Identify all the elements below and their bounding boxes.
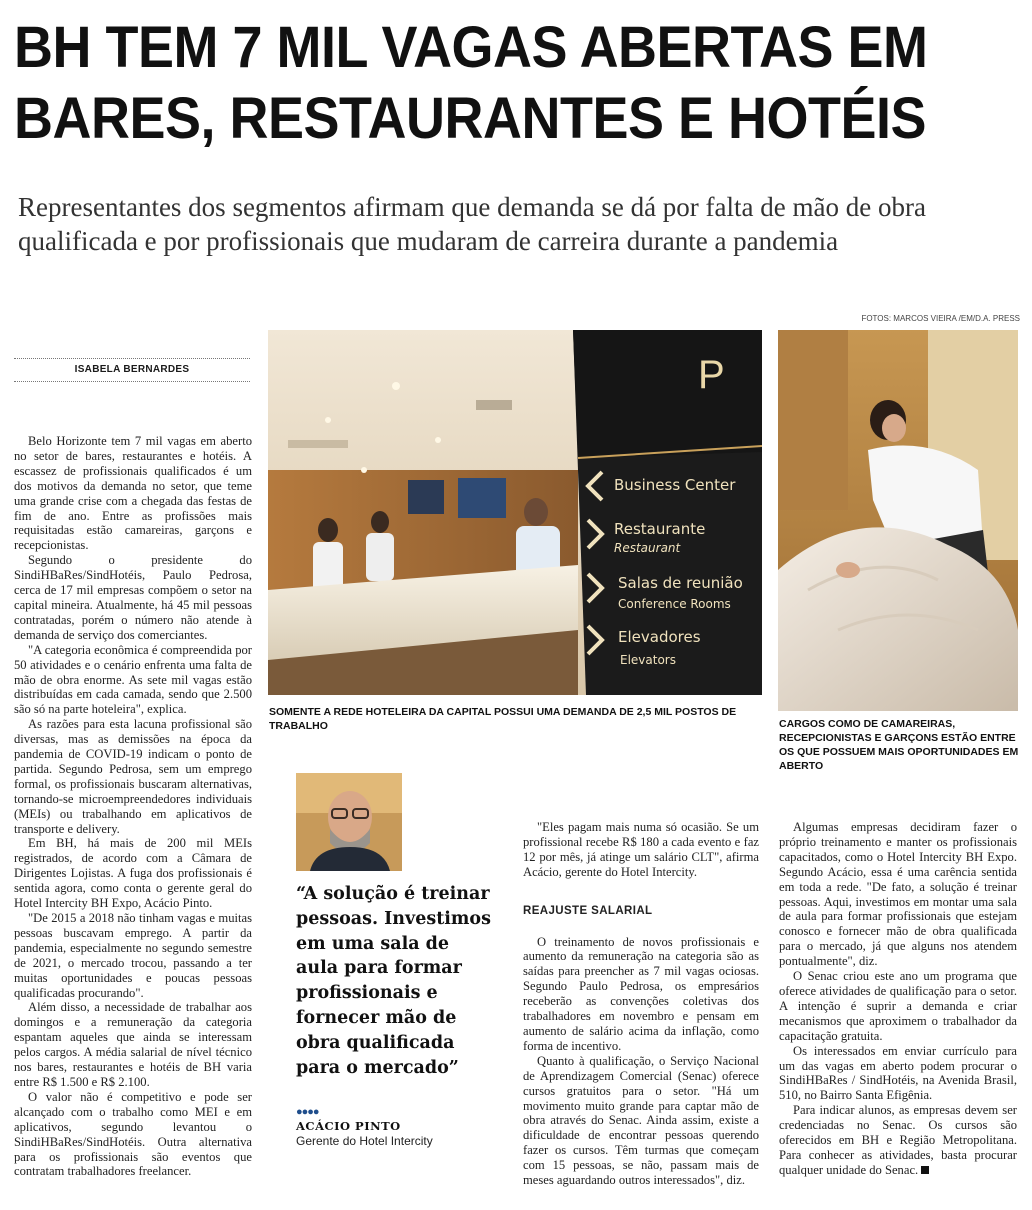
paragraph: Segundo o presidente do SindiHBaRes/SindHotéis, Paulo Pedrosa, cerca de 17 mil empresas compõem o setor na capital mineira. Atualmente, há 45 mil pessoas contratadas, porém o número não atende à demanda de serviço dos comerciantes. [14,553,252,642]
final-paragraph-text: Para indicar alunos, as empresas devem ser credenciadas no Senac. Os cursos são oferecidos em BH e Região Metropolitana. Para conhecer as atividades, basta procurar qualquer unidade do Senac. [779,1103,1017,1177]
acacio-pinto-portrait [296,773,402,871]
paragraph: Belo Horizonte tem 7 mil vagas em aberto no setor de bares, restaurantes e hotéis. A escassez de profissionais qualificados é um dos motivos da demanda no setor, que teme uma grande crise com a chegada das festas de fim de ano. Entre as profissões mais requisitadas estão camareiras, garçons e recepcionistas. [14,434,252,553]
sign-conference: Conference Rooms [618,597,731,611]
housekeeper-photo-caption: CARGOS COMO DE CAMAREIRAS, RECEPCIONISTAS E GARÇONS ESTÃO ENTRE OS QUE POSSUEM MAIS OPORTUNIDADES EM ABERTO [779,718,1019,772]
sign-salas: Salas de reunião [618,574,743,592]
sign-letter: P [698,353,725,397]
paragraph: "Eles pagam mais numa só ocasião. Se um profissional recebe R$ 180 a cada evento e faz 12 por mês, já atinge um salário CLT", afirma Acácio, gerente do Hotel Intercity. [523,820,759,879]
end-mark-icon [921,1166,929,1174]
hotel-lobby-photo [268,330,762,695]
paragraph: Em BH, há mais de 200 mil MEIs registrados, de acordo com a Câmara de Dirigentes Lojistas. A fuga dos profissionais é sentida agora, como conta o gerente geral do Hotel Intercity BH Expo, Acácio Pinto. [14,836,252,911]
section-subtitle: REAJUSTE SALARIAL [523,904,653,917]
pull-quote: “A solução é treinar pessoas. Investimos em uma sala de aula para formar profissionais e fornecer mão de obra qualificada para o mercado” [296,884,491,1078]
byline: ISABELA BERNARDES [14,358,250,382]
paragraph: As razões para esta lacuna profissional são diversas, mas as demissões na época da pandemia de COVID-19 indicam o ponto de partida. Segundo Pedrosa, sem um emprego formal, os profissionais buscaram alternativas, tornando-se microempreendedores individuais (MEIs) ou trabalhando em aplicativos de transporte e delivery. [14,717,252,836]
paragraph: Quanto à qualificação, o Serviço Nacional de Aprendizagem Comercial (Senac) oferece cursos gratuitos para o setor. "Há um movimento muito grande para captar mão de obra através do Senac. Ainda assim, existe a dificuldade de encontrar pessoas querendo fazer os cursos. Têm turmas que começam com 15 pessoas, se não, passam mais de meses aguardando outros interessados", diz. [523,1053,759,1188]
headline-line-1: BH TEM 7 MIL VAGAS ABERTAS EM [14,15,928,80]
body-column-3 [523,820,759,1188]
sign-elevadores: Elevadores [618,628,701,646]
sign-business-center: Business Center [614,476,736,494]
sign-restaurante: Restaurante [614,520,706,538]
sign-elevators: Elevators [620,653,676,667]
paragraph: "De 2015 a 2018 não tinham vagas e muitas pessoas buscavam emprego. A partir da pandemia, especialmente no segundo semestre de 2021, o mercado trocou, passando a ter muitas oportunidades e poucas pessoas qualificadas procurando". [14,911,252,1000]
paragraph: Os interessados em enviar currículo para um das vagas em aberto podem procurar o SindiHBaRes / SindHotéis, na Avenida Brasil, 510, no Bairro Santa Efigênia. [779,1043,1017,1103]
paragraph: O treinamento de novos profissionais e aumento da remuneração na categoria são as saídas para preencher as 7 mil vagas ociosas. Segundo Paulo Pedrosa, os empresários receberão as convenções coletivas dos trabalhadores em novembro e pensam em aumento de salário acima da inflação, como forma de incentivo. [523,934,759,1053]
housekeeper-photo [778,330,1018,711]
paragraph: O valor não é competitivo e pode ser alcançado com o trabalho como MEI e em aplicativos, segundo levantou o SindiHBaRes/SindHotéis. Outra alternativa para os profissionais são eventos que contratam trabalhadores freelancer. [14,1089,252,1179]
sign-restaurant: Restaurant [614,541,681,555]
quote-author-name: ACÁCIO PINTO [296,1119,401,1133]
paragraph: "A categoria econômica é compreendida por 50 atividades e o cenário enfrenta uma falta de mão de obra enorme. As sete mil vagas estão distribuídas em cada camada, sendo que 2.500 são só na parte hoteleira", explica. [14,642,252,717]
headline [14,12,953,154]
photo-credit: FOTOS: MARCOS VIEIRA /EM/D.A. PRESS [861,314,1020,323]
subheadline: Representantes dos segmentos afirmam que demanda se dá por falta de mão de obra qualificada e por profissionais que mudaram de carreira durante a pandemia [18,192,926,256]
paragraph: Além disso, a necessidade de trabalhar aos domingos e a remuneração da categoria espantam aqueles que ainda se interessam pelos cargos. A média salarial de nível técnico nos bares, restaurantes e hotéis de BH varia entre R$ 1.500 e R$ 2.100. [14,1000,252,1089]
lobby-photo-caption: SOMENTE A REDE HOTELEIRA DA CAPITAL POSSUI UMA DEMANDA DE 2,5 MIL POSTOS DE TRABALHO [269,706,737,732]
quote-author-role: Gerente do Hotel Intercity [296,1134,433,1148]
paragraph: O Senac criou este ano um programa que oferece atividades de qualificação para o setor. A intenção é suprir a demanda e criar mecanismos que aproximem o trabalhador da capacitação gratuita. [779,969,1017,1043]
body-column-1 [14,434,252,1179]
paragraph-final [779,1103,1017,1178]
headline-line-2: BARES, RESTAURANTES E HOTÉIS [14,86,927,151]
quote-dots-icon: ●●●● [296,1106,319,1118]
paragraph: Algumas empresas decidiram fazer o próprio treinamento e manter os profissionais capacitados, como o Hotel Intercity BH Expo. Segundo Acácio, essa é uma carência sentida em toda a rede. "De fato, a solução é treinar pessoas. Aqui, investimos em montar uma sala de aula para formar profissionais que estejam conosco e fornecer mão de obra qualificada para o mercado, já que alguns nos atendem pontualmente", diz. [779,820,1017,969]
body-column-4 [779,820,1017,1178]
